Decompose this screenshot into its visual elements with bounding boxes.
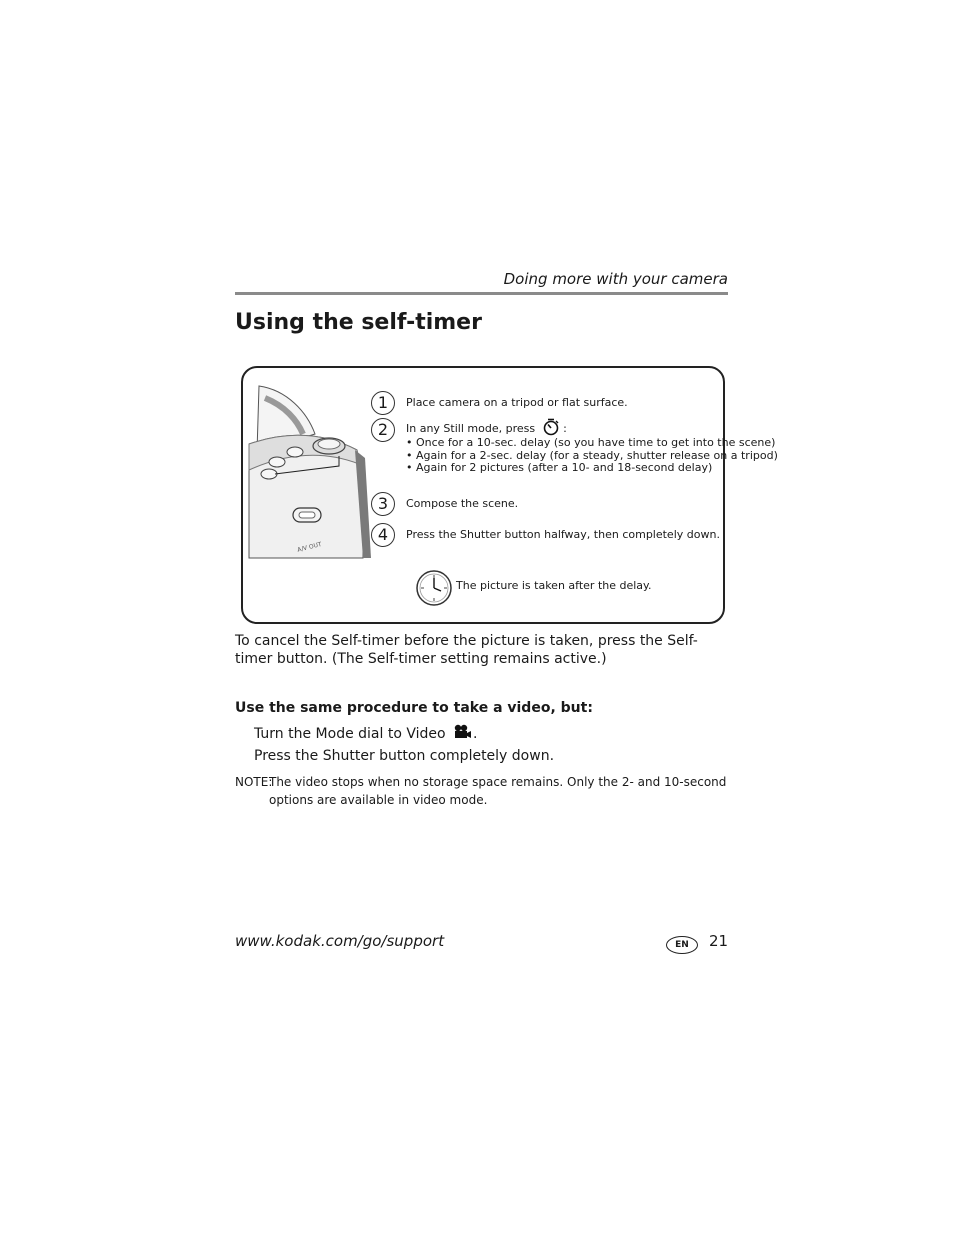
step-2-text (406, 418, 567, 436)
video-step-2: Press the Shutter button completely down. (254, 748, 555, 764)
camera-illustration (247, 384, 371, 558)
video-step-1-text: Turn the Mode dial to Video (254, 726, 446, 742)
note (235, 773, 730, 809)
clock-icon (415, 568, 453, 608)
step-3-text: Compose the scene. (406, 497, 519, 510)
step-2-bullet-1: • Once for a 10-sec. delay (so you have time to get into the scene) (406, 436, 776, 449)
camera-port-label: A/V OUT (296, 540, 323, 554)
video-step-1 (254, 724, 477, 742)
page-number: 21 (709, 932, 729, 950)
step-2-colon: : (563, 422, 567, 435)
cancel-paragraph: To cancel the Self-timer before the picture is taken, press the Self-timer button. (The Self-timer setting remains active.) (235, 633, 698, 667)
video-camera-icon (453, 724, 473, 740)
step-2-number: 2 (371, 418, 395, 442)
result-text: The picture is taken after the delay. (456, 579, 652, 592)
note-text: The video stops when no storage space remains. Only the 2- and 10-second options are available in video mode. (269, 775, 727, 807)
self-timer-icon (542, 418, 560, 436)
support-url[interactable]: www.kodak.com/go/support (235, 932, 445, 950)
step-3-number: 3 (371, 492, 395, 516)
step-1-number: 1 (371, 391, 395, 415)
step-1-text: Place camera on a tripod or flat surface. (406, 396, 628, 409)
section-header-title: Doing more with your camera (503, 270, 728, 288)
step-4-text: Press the Shutter button halfway, then completely down. (406, 528, 720, 541)
note-label: NOTE: (235, 775, 273, 789)
step-2-bullet-3: • Again for 2 pictures (after a 10- and 18-second delay) (406, 461, 713, 474)
step-2-label: In any Still mode, press (406, 422, 536, 435)
page-title: Using the self-timer (235, 310, 482, 335)
video-step-1-period: . (473, 726, 478, 742)
video-procedure-heading: Use the same procedure to take a video, but: (235, 700, 593, 716)
language-badge: EN (666, 936, 698, 954)
step-2-bullet-2: • Again for a 2-sec. delay (for a steady, shutter release on a tripod) (406, 449, 778, 462)
step-4-number: 4 (371, 523, 395, 547)
self-timer-figure (241, 366, 778, 624)
header-rule (235, 292, 728, 295)
